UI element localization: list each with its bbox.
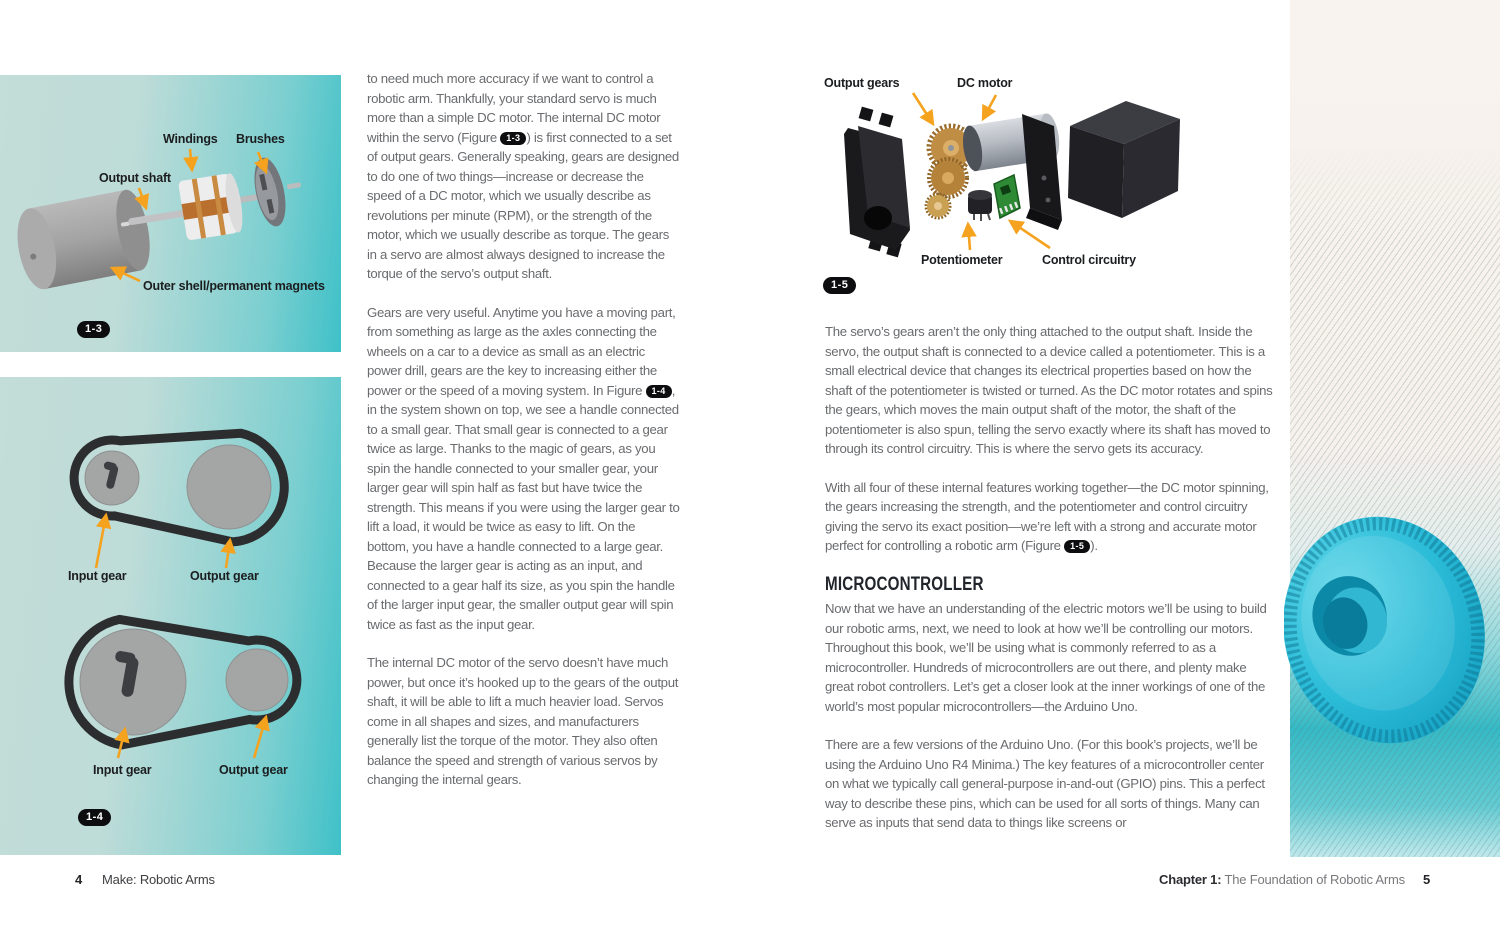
paragraph: The internal DC motor of the servo doesn’t have much power, but once it’s hooked up to the gears of the output shaft, it will be able to lift a much heavier load. Servos come in all shapes and sizes, and manufacturers generally list the torque of the motor. They also often balance the speed and strength of various servos by changing the internal gears. [367,655,679,787]
paragraph: There are a few versions of the Arduino Uno. (For this book’s projects, we’ll be using the Arduino Uno R4 Minima.) The key features of a microcontroller center on what we typically call general-purpose in-and-out (GPIO) pins. This a perfect way to describe these pins, which can be used for all sorts of things. Many can serve as inputs that send data to things like screens or [825,737,1265,830]
outer-shell-cylinder [11,187,155,292]
top-output-gear [187,445,271,529]
label-control-circuitry: Control circuitry [1042,253,1136,267]
paragraph-text: ) is first connected to a set of output gears. Generally speaking, gears are designed to do one of two things—increase or decrease the speed of a DC motor, which we usually describe as revolutions per minute (RPM), or the strength of the motor, which we usually describe as torque. The gears in a servo are almost always designed to increase the torque of the servo’s output shaft. [367,129,679,281]
inline-figure-badge-1-4: 1-4 [646,385,672,398]
paragraph: Now that we have an understanding of the electric motors we’ll be using to build our robotic arms, next, we need to look at how we’ll be controlling our motors. Throughout this book, we’ll be using what is commonly referred to as a microcontroller. Hundreds of microcontrollers are out there, and plenty make great robot controllers. Let’s get a closer look at the inner workings of one of the world’s most popular microcontrollers—the Arduino Uno. [825,601,1267,714]
chapter-label: Chapter 1: [1159,872,1222,887]
paragraph [367,69,680,284]
page-number-right: 5 [1422,872,1430,887]
label-brushes: Brushes [236,132,285,146]
figure-badge-1-5: 1-5 [823,277,856,294]
inline-figure-badge-1-3: 1-3 [500,132,526,145]
label-output-gears: Output gears [824,76,900,90]
dc-motor-exploded-illustration [0,75,341,352]
control-circuitry-pcb [994,175,1020,218]
label-bottom-input-gear: Input gear [93,763,152,777]
book-title: Make: Robotic Arms [102,872,215,887]
paragraph [825,478,1277,556]
label-bottom-output-gear: Output gear [219,763,288,777]
chapter-title: The Foundation of Robotic Arms [1224,872,1405,887]
label-top-output-gear: Output gear [190,569,259,583]
inline-figure-badge-1-5: 1-5 [1064,540,1090,553]
paragraph-text: Gears are very useful. Anytime you have a moving part, from something as large as the axles connecting the wheels on a car to a device as small as an electric power drill, gears are the key to increasing either the power or the speed of a moving system. In Figure [367,304,676,398]
label-outer-shell: Outer shell/permanent magnets [143,279,325,293]
paragraph-text: to need much more accuracy if we want to control a robotic arm. Thankfully, your standard servo is much more than a simple DC motor. The internal DC motor within the servo (Figure [367,71,661,145]
gear-belt-illustration [0,377,341,855]
figure-badge-1-4: 1-4 [78,809,111,826]
paragraph-text: ). [1090,538,1098,553]
servo-case-bottom [844,107,910,258]
right-page-text-column [825,322,1277,852]
label-dc-motor: DC motor [957,76,1013,90]
label-output-shaft: Output shaft [99,171,171,185]
servo-exploded-illustration [818,68,1188,303]
teal-knob-illustration [1284,470,1496,810]
potentiometer [968,190,992,221]
bottom-output-gear [226,649,288,711]
label-potentiometer: Potentiometer [921,253,1003,267]
label-top-input-gear: Input gear [68,569,127,583]
paragraph-text: , in the system shown on top, we see a handle connected to a small gear. That small gear is connected to a gear twice as large. Thanks to the magic of gears, as you spin the handle connected to your smaller gear, your larger gear will spin half as fast but have twice the strength. This means if you were using the larger gear to lift a load, it would be twice as easy to lift. On the bottom, you have a handle connected to a large gear. Because the larger gear is acting as an input, and connected to a gear half its size, as you spin the handle of the larger input gear, the smaller output gear will spin twice as fast as the input gear. [367,382,680,632]
rotor-windings [178,172,246,240]
paragraph-text: With all four of these internal features working together—the DC motor spinning, the gears increasing the strength, and the potentiometer and control circuitry giving the servo its exact position—we’re left with a strong and accurate motor perfect for controlling a robotic arm (Figure [825,479,1269,553]
left-footer [75,872,215,887]
paragraph: The servo’s gears aren’t the only thing attached to the output shaft. Inside the servo, the output shaft is connected to a device called a potentiometer. This is a small electrical device that changes its electrical properties based on how the shaft of the potentiometer is twisted or turned. As the DC motor rotates and spins the gears, which moves the main output shaft of the motor, the shaft of the potentiometer is also spun, telling the servo exactly where its shaft has moved to through its control circuitry. This is where the servo gets its accuracy. [825,324,1273,456]
right-footer [1159,872,1430,887]
figure-1-3-panel [0,75,341,352]
section-heading-microcontroller: MICROCONTROLLER [825,573,984,595]
servo-case-top [1068,101,1180,218]
left-page-text-column [367,69,680,809]
page-number-left: 4 [75,872,83,887]
page-edge-decoration [1290,0,1500,857]
brushes-disc [249,155,291,229]
paragraph [367,303,680,635]
figure-badge-1-3: 1-3 [77,321,110,338]
label-windings: Windings [163,132,218,146]
figure-1-4-panel [0,377,341,855]
